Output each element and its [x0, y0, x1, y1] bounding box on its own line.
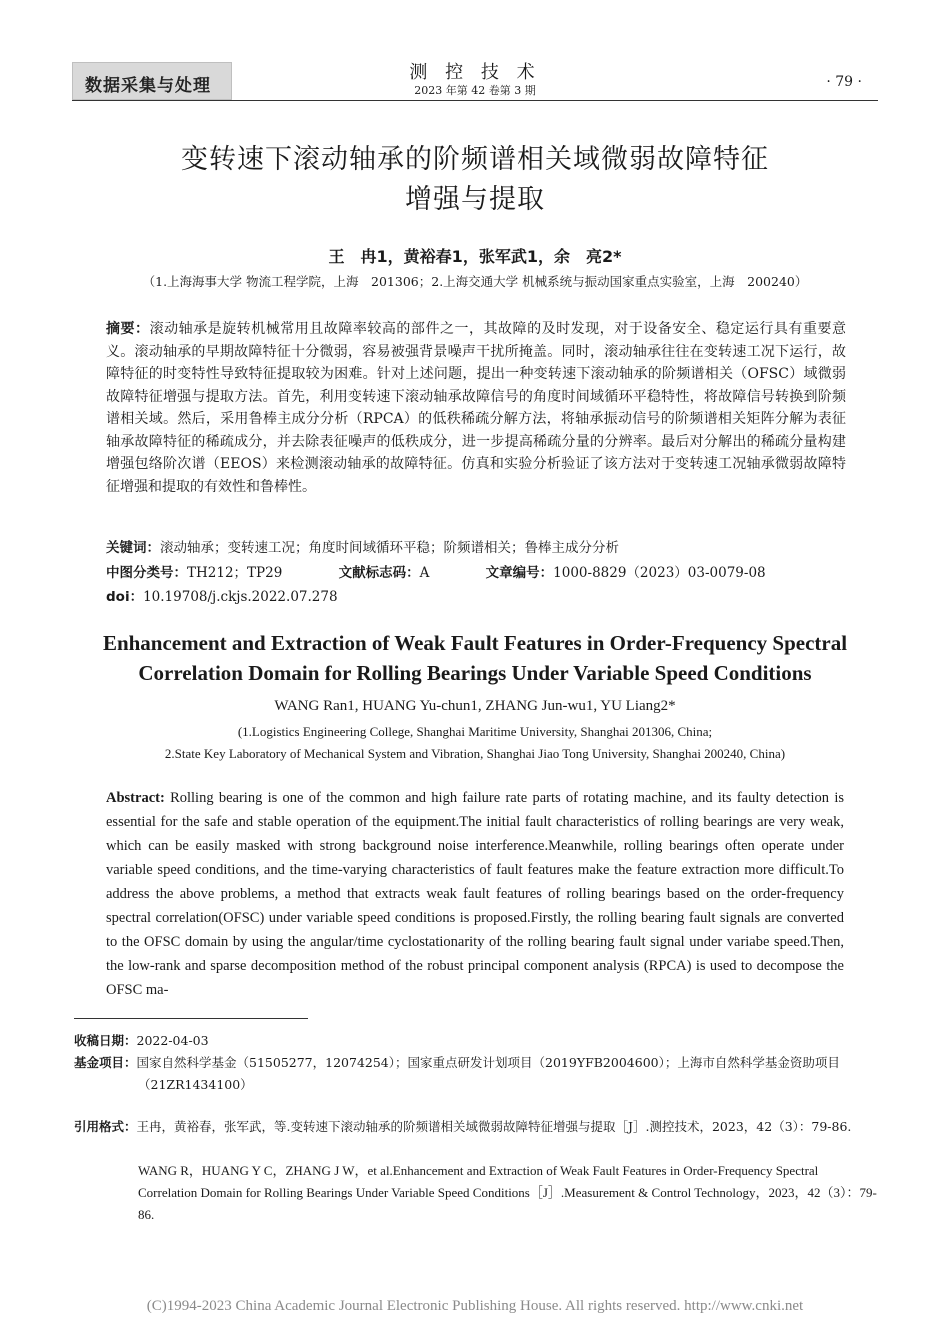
cn-abstract — [106, 318, 846, 498]
en-affiliation-1: (1.Logistics Engineering College, Shanghai Maritime University, Shanghai 201306, China; — [237, 724, 713, 739]
section-label: 数据采集与处理 — [85, 76, 211, 96]
received-value: 2022-04-03 — [136, 1033, 209, 1048]
fund-value: 国家自然科学基金（51505277，12074254）；国家重点研发计划项目（2019YFB2004600）；上海市自然科学基金资助项目 — [136, 1055, 840, 1070]
received-label: 收稿日期： — [74, 1033, 137, 1048]
cite-label: 引用格式： — [74, 1119, 137, 1134]
cn-title — [40, 140, 910, 220]
cite-cn-text: 王冉，黄裕春，张军武，等.变转速下滚动轴承的阶频谱相关域微弱故障特征增强与提取［J］.测控技术，2023，42（3）：79-86. — [136, 1119, 852, 1134]
cn-title-line2: 增强与提取 — [405, 184, 545, 215]
journal-issue: 2023 年第 42 卷第 3 期 — [414, 84, 536, 97]
doccode-label: 文献标志码： — [338, 565, 420, 581]
clc-value: TH212；TP29 — [187, 565, 283, 581]
cn-abstract-text: 滚动轴承是旋转机械常用且故障率较高的部件之一，其故障的及时发现，对于设备安全、稳定运行具有重要意义。滚动轴承的早期故障特征十分微弱，容易被强背景噪声干扰所掩盖。同时，滚动轴承往往在变转速工况下运行，故障特征的时变特性导致特征提取较为困难。针对上述问题，提出一种变转速下滚动轴承的阶频谱相关（OFSC）域微弱故障特征增强与提取方法。首先，利用变转速下滚动轴承故障信号的角度时间域循环平稳特性，将故障信号转换到阶频谱相关域。然后，采用鲁棒主成分分析（RPCA）的低秩稀疏分解方法，将轴承振动信号的阶频谱相关矩阵分解为表征轴承故障特征的稀疏成分，并去除表征噪声的低秩成分，进一步提高稀疏分量的分辨率。最后对分解出的稀疏分量构建增强包络阶次谱（EEOS）来检测滚动轴承的故障特征。仿真和实验分析验证了该方法对于变转速工况轴承微弱故障特征增强和提取的有效性和鲁棒性。 — [106, 321, 846, 495]
cn-doi — [106, 585, 846, 605]
cn-affiliation: （1.上海海事大学 物流工程学院，上海 201306；2.上海交通大学 机械系统与振动国家重点实验室，上海 200240） — [142, 274, 808, 289]
header-rule — [72, 100, 878, 101]
page-number: · 79 · — [826, 74, 862, 90]
doccode-value: A — [419, 565, 430, 581]
en-abstract-text: Rolling bearing is one of the common and high failure rate parts of rotating machine, and its faulty detection is essential for the safe and stable operation of the equipment.The initial fault characteristics of rolling bearings are very weak, which can be easily masked with strong background noise interference.Meanwhile, rolling bearings often operate under variable speed conditions, and the time-varying characteristics of fault features make the feature extraction more difficult.To address the above problems, a method that extracts weak fault features of rolling bearings based on the order-frequency spectral correlation(OFSC) under variable speed conditions is proposed.Firstly, the rolling bearing fault signals are converted to the OFSC domain by using the angular/time cyclostationarity of the rolling bearing fault signal under variabe speed.Then, the low-rank and sparse decomposition method of the robust principal component analysis (RPCA) is used to decompose the OFSC ma- — [106, 790, 844, 998]
keywords-label: 关键词： — [106, 540, 160, 556]
citation-en: WANG R，HUANG Y C，ZHANG J W，et al.Enhancement and Extraction of Weak Fault Features in Order-Frequency Spectral Correlation Domain for Rolling Bearings Under Variable Speed Conditions［J］.Measurement & Control Technology，2023，42（3）：79-86. — [138, 1163, 877, 1222]
article-value: 1000-8829（2023）03-0079-08 — [553, 565, 766, 581]
cn-authors: 王 冉1，黄裕春1，张军武1，余 亮2* — [328, 247, 622, 266]
fund-label: 基金项目： — [74, 1055, 137, 1070]
copyright-notice: (C)1994-2023 China Academic Journal Electronic Publishing House. All rights reserved. http://www.cnki.net — [146, 1298, 804, 1314]
en-authors: WANG Ran1, HUANG Yu-chun1, ZHANG Jun-wu1, YU Liang2* — [274, 698, 676, 714]
fund-info — [74, 1052, 878, 1096]
cn-classification — [106, 561, 846, 581]
en-abstract — [106, 786, 844, 1002]
cn-keywords — [106, 536, 846, 556]
journal-title: 测 控 技 术 — [409, 62, 541, 83]
received-date — [74, 1030, 878, 1052]
en-affiliation-2: 2.State Key Laboratory of Mechanical System and Vibration, Shanghai Jiao Tong University, Shanghai 200240, China) — [164, 746, 786, 761]
doi-label: doi： — [106, 589, 144, 605]
cn-abstract-label: 摘要： — [106, 321, 150, 337]
en-abstract-label: Abstract: — [106, 790, 165, 806]
clc-label: 中图分类号： — [106, 565, 187, 581]
en-title — [40, 628, 910, 688]
cn-title-line1: 变转速下滚动轴承的阶频谱相关域微弱故障特征 — [181, 144, 769, 175]
fund-value-cont: （21ZR1434100） — [138, 1077, 253, 1092]
article-label: 文章编号： — [485, 565, 554, 581]
en-title-line1: Enhancement and Extraction of Weak Fault Features in Order-Frequency Spectral — [102, 631, 848, 655]
doi-value[interactable]: 10.19708/j.ckjs.2022.07.278 — [143, 589, 338, 605]
en-title-line2: Correlation Domain for Rolling Bearings Under Variable Speed Conditions — [138, 661, 812, 685]
citation-cn — [74, 1116, 878, 1138]
footnote-rule — [74, 1018, 308, 1019]
keywords-text: 滚动轴承；变转速工况；角度时间域循环平稳；阶频谱相关；鲁棒主成分分析 — [160, 540, 619, 556]
